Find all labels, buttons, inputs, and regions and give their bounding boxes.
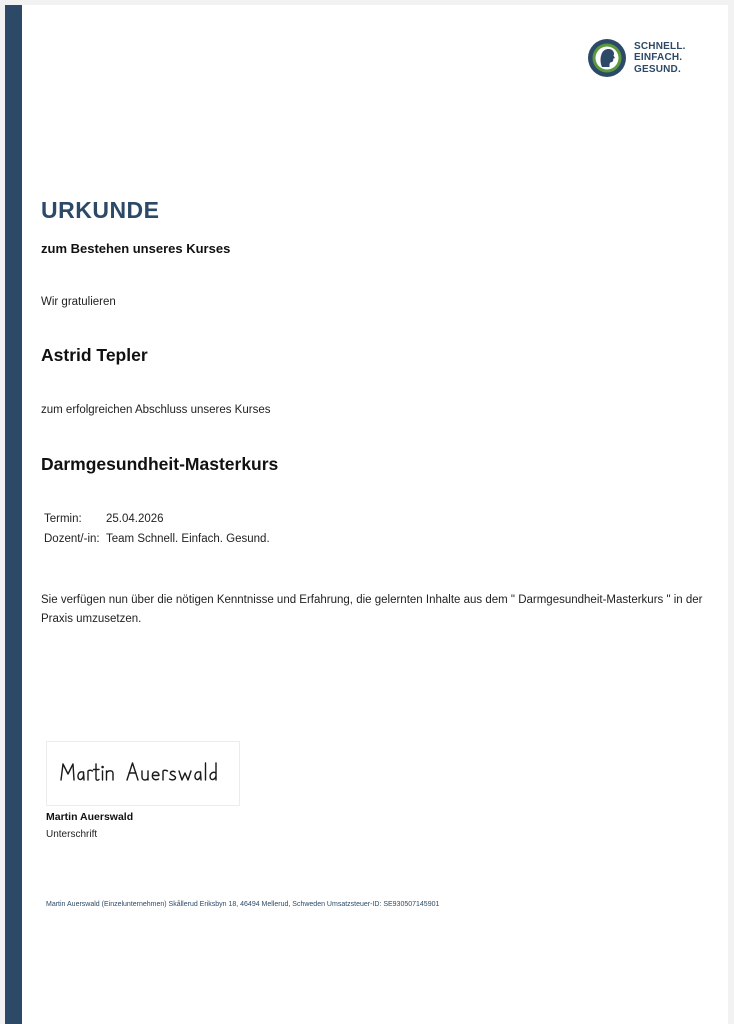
logo-line-2: EINFACH. [634,52,683,64]
recipient-name: Astrid Tepler [41,345,148,365]
brand-logo [586,37,686,79]
detail-row-instructor [44,533,274,553]
certificate-body-text: Sie verfügen nun über die nötigen Kenntnisse und Erfahrung, die gelernten Inhalte aus dem " Darmgesundheit-Masterkurs " in der Praxis umzusetzen. [41,594,703,625]
handwritten-signature-image [47,742,239,805]
signature-label: Unterschrift [46,829,98,840]
legal-footer: Martin Auerswald (Einzelunternehmen) Skållerud Eriksbyn 18, 46494 Mellerud, Schweden Umsatzsteuer-ID: SE930507145901 [46,901,440,908]
instructor-label: Dozent/-in: [44,533,100,545]
signer-name: Martin Auerswald [46,811,134,823]
completion-line: zum erfolgreichen Abschluss unseres Kurses [41,404,271,416]
date-label: Termin: [44,513,82,525]
signature-box [46,741,240,806]
logo-wordmark [634,41,686,76]
circular-leaf-head-logo-icon [586,37,628,79]
certificate-page [5,5,728,1024]
course-details-table [44,513,274,553]
course-name: Darmgesundheit-Masterkurs [41,454,279,474]
congratulation-line: Wir gratulieren [41,296,116,308]
certificate-subtitle: zum Bestehen unseres Kurses [41,241,231,256]
side-accent-bar [5,5,22,1024]
logo-line-3: GESUND. [634,63,681,75]
certificate-title: URKUNDE [41,197,160,223]
date-value: 25.04.2026 [106,513,164,525]
logo-line-1: SCHNELL. [634,40,686,52]
detail-row-date [44,513,274,533]
instructor-value: Team Schnell. Einfach. Gesund. [106,533,270,545]
